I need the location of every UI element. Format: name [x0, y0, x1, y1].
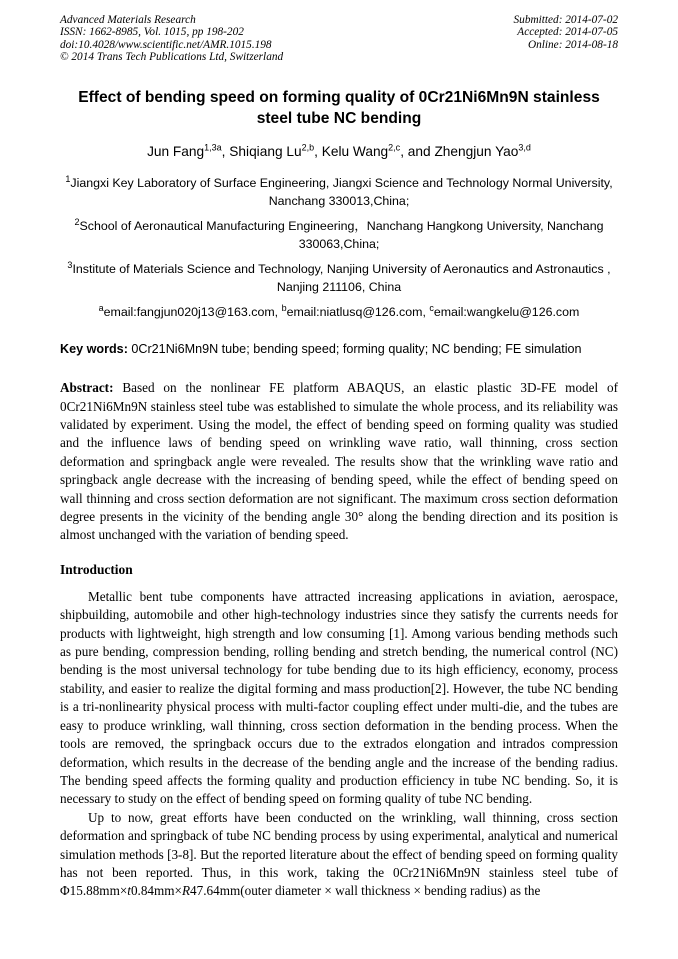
wall-thickness-symbol: t: [127, 883, 131, 899]
introduction-heading: Introduction: [60, 561, 133, 577]
author-name: Zhengjun Yao: [434, 144, 519, 160]
author-name: Shiqiang Lu: [229, 144, 302, 160]
author-1: [147, 144, 222, 159]
journal-info: [60, 14, 283, 63]
author-emails: [60, 303, 618, 321]
affiliation-text: Jiangxi Key Laboratory of Surface Engineering, Jiangxi Science and Technology Normal University, Nanchang 330013,China;: [70, 176, 613, 209]
keywords-text: 0Cr21Ni6Mn9N tube; bending speed; forming quality; NC bending; FE simulation: [127, 342, 582, 357]
author-name: Jun Fang: [147, 144, 205, 160]
author-name: Kelu Wang: [321, 144, 389, 160]
paper-title: Effect of bending speed on forming quality of 0Cr21Ni6Mn9N stainless steel tube NC bending: [78, 89, 600, 128]
journal-name: Advanced Materials Research: [60, 14, 196, 26]
affiliation-mark: 1: [65, 174, 71, 185]
author-affil-mark: 2,c: [388, 142, 401, 153]
affiliation-mark: 3: [67, 260, 73, 271]
email-mark: c: [429, 303, 434, 314]
abstract-text: Based on the nonlinear FE platform ABAQUS, an elastic plastic 3D-FE model of 0Cr21Ni6Mn9N stainless steel tube was established to simulate the whole process, and its reliability was validated by experiment. Using the model, the effect of bending speed on forming quality was studied and the influence laws of bending speed on wrinkling wave ratio, wall thinning, cross section deformation and springback angle were revealed. The results show that the wrinkling wave ratio and springback angle decrease with the increasing of bending speed, while the effect of bending speed on wall thinning and cross section deformation are not significant. The maximum cross section deformation degree presents in the vicinity of the bending angle 30° along the bending direction and its position is almost unchanged with the variation of bending speed.: [60, 380, 618, 543]
email-address: email:wangkelu@126.com: [433, 305, 580, 320]
abstract-label: Abstract:: [60, 380, 114, 396]
submission-dates: [514, 14, 618, 63]
abstract-paragraph: [60, 379, 618, 545]
email-address: email:niatlusq@126.com,: [286, 305, 430, 320]
affiliation-2: [60, 217, 618, 253]
date-submitted: Submitted: 2014-07-02: [513, 14, 618, 26]
intro-paragraph-2: [60, 809, 618, 901]
affiliation-text: School of Aeronautical Manufacturing Engineering，Nanchang Hangkong University, Nanchang 330063,China;: [79, 219, 604, 252]
journal-copyright: © 2014 Trans Tech Publications Ltd, Switzerland: [60, 50, 284, 63]
date-online: Online: 2014-08-18: [527, 38, 618, 51]
email-mark: a: [98, 303, 104, 314]
email-address: email:fangjun020j13@163.com,: [103, 305, 282, 320]
journal-doi: doi:10.4028/www.scientific.net/AMR.1015.198: [60, 38, 272, 51]
affiliation-text: Institute of Materials Science and Technology, Nanjing University of Aeronautics and Astronautics , Nanjing 211106, China: [72, 262, 611, 295]
author-separator: , and: [400, 144, 435, 160]
author-affil-mark: 1,3a: [204, 142, 222, 153]
author-2: [222, 144, 314, 159]
author-separator: ,: [221, 144, 230, 160]
date-accepted: Accepted: 2014-07-05: [517, 26, 618, 39]
author-3: [314, 144, 400, 159]
affiliation-1: [60, 174, 618, 210]
keywords-label: Key words:: [60, 342, 128, 357]
journal-issn-volume: ISSN: 1662-8985, Vol. 1015, pp 198-202: [60, 26, 244, 39]
journal-header: [60, 14, 618, 63]
author-affil-mark: 3,d: [518, 142, 531, 153]
author-4: [400, 144, 531, 159]
author-affil-mark: 2,b: [301, 142, 315, 153]
keywords-line: [60, 341, 618, 358]
affiliation-mark: 2: [74, 217, 80, 228]
intro-paragraph-2-text: 0.84mm×: [130, 883, 182, 899]
author-separator: ,: [314, 144, 322, 160]
bend-radius-symbol: R: [181, 883, 191, 899]
intro-paragraph-2-text: Up to now, great efforts have been conducted on the wrinkling, wall thinning, cross section deformation and springback of tube NC bending process by using experimental, analytical and numerical simulation methods [3-8]. But the reported literature about the effect of bending speed on forming quality has not been reported. Thus, in this work, taking the 0Cr21Ni6Mn9N stainless steel tube of Φ15.88mm×: [60, 809, 618, 899]
authors-line: [60, 142, 618, 162]
affiliation-3: [60, 260, 618, 296]
email-mark: b: [281, 303, 287, 314]
intro-paragraph-2-text: 47.64mm(outer diameter × wall thickness × bending radius) as the: [190, 883, 541, 899]
intro-paragraph-1: Metallic bent tube components have attracted increasing applications in aviation, aerospace, shipbuilding, automobile and other high-technology industries since they satisfy the currents needs for products with lightweight, high strength and low consuming [1]. Among various bending methods such as pure bending, compression bending, rolling bending and stretch bending, the numerical control (NC) bending is the most universal technology for tube bending due to its high efficiency, economy, process stability, and easier to realize the digital forming and mass production[2]. However, the tube NC bending is a tri-nonlinearity physical process with multi-factor coupling effect under multi-die, and the tubes are easy to produce wrinkling, wall thinning, cross section deformation in the bending process. When the tools are removed, the springback occurs due to the extrados elongation and intrados compression deformation, which results in the decrease of the bending angle and the increase of the bending radius. The bending speed affects the forming quality and production efficiency in tube NC bending. So, it is necessary to study on the effect of bending speed on forming quality of tube NC bending.: [60, 588, 618, 807]
